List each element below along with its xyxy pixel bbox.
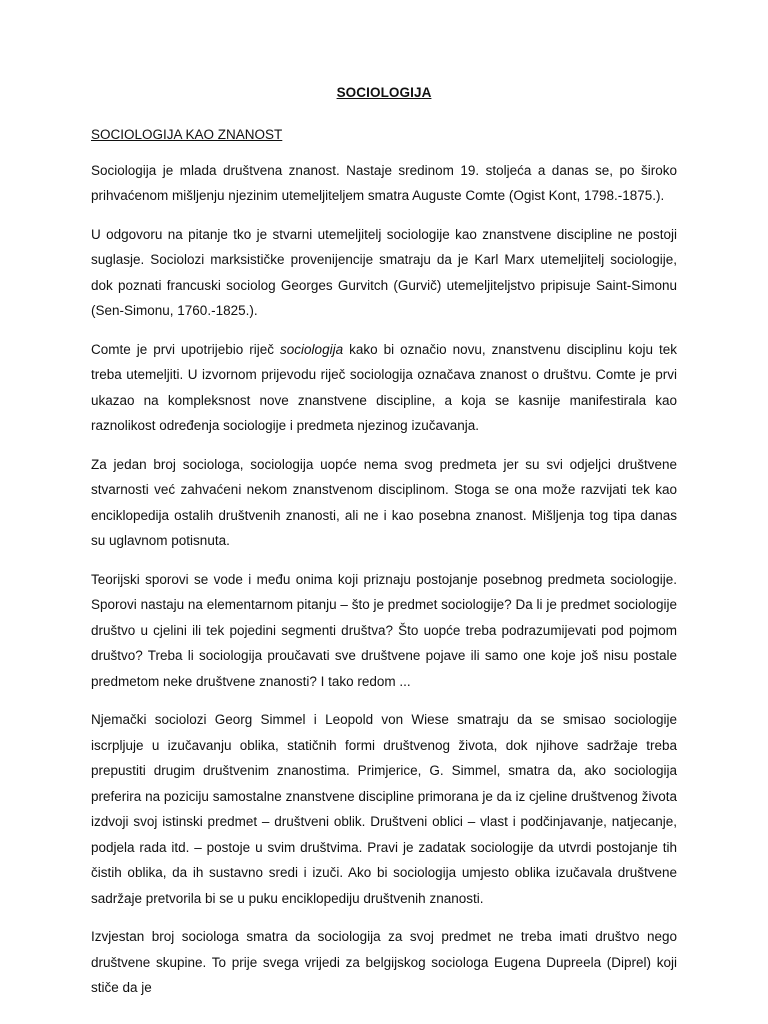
paragraph <box>91 924 677 1001</box>
paragraph <box>91 222 677 324</box>
paragraph-text: Sociologija je mlada društvena znanost. Nastaje sredinom 19. stoljeća a danas se, po široko prihvaćenom mišljenju njezinim utemeljiteljem smatra Auguste Comte (Ogist Kont, 1798.-1875.). <box>91 162 677 203</box>
paragraph <box>91 337 677 439</box>
paragraph-text: Comte je prvi upotrijebio riječ <box>91 341 281 357</box>
italic-text: sociologija <box>280 341 344 357</box>
paragraph-text: Za jedan broj sociologa, sociologija uopće nema svog predmeta jer su svi odjeljci društvene stvarnosti već zahvaćeni nekom znanstvenom disciplinom. Stoga se ona može razvijati tek kao enciklopedija ostalih društvenih znanosti, ali ne i kao posebna znanost. Mišljenja tog tipa danas su uglavnom potisnuta. <box>91 456 677 548</box>
paragraph <box>91 452 677 554</box>
paragraph-text: U odgovoru na pitanje tko je stvarni utemeljitelj sociologije kao znanstvene discipline ne postoji suglasje. Sociolozi marksističke provenijencije smatraju da je Karl Marx utemeljitelj sociologije, dok poznati francuski sociolog Georges Gurvitch (Gurvič) utemeljiteljstvo pripisuje Saint-Simonu (Sen-Simonu, 1760.-1825.). <box>91 226 677 318</box>
document-title: SOCIOLOGIJA <box>336 85 432 100</box>
paragraph-text: Teorijski sporovi se vode i među onima koji priznaju postojanje posebnog predmeta sociologije. Sporovi nastaju na elementarnom pitanju – što je predmet sociologije? Da li je predmet sociologije društvo u cjelini ili tek pojedini segmenti društva? Što uopće treba podrazumijevati pod pojmom društvo? Treba li sociologija proučavati sve društvene pojave ili samo one koje još nisu postale predmetom neke društvene znanosti? I tako redom ... <box>91 571 677 689</box>
paragraph <box>91 158 677 209</box>
paragraph <box>91 707 677 911</box>
document-body <box>91 122 677 1014</box>
paragraph-text: kako bi označio novu, znanstvenu disciplinu koju tek treba utemeljiti. U izvornom prijevodu riječ sociologija označava znanost o društvu. Comte je prvi ukazao na kompleksnost nove znanstvene discipline, a koja se kasnije manifestirala kao raznolikost određenja sociologije i predmeta njezinog izučavanja. <box>91 341 677 433</box>
section-heading: SOCIOLOGIJA KAO ZNANOST <box>91 127 283 142</box>
paragraph-list <box>91 158 677 1001</box>
paragraph-text: Izvjestan broj sociologa smatra da sociologija za svoj predmet ne treba imati društvo nego društvene skupine. To prije svega vrijedi za belgijskog sociologa Eugena Dupreela (Diprel) koji stiče da je <box>91 929 677 995</box>
paragraph <box>91 567 677 695</box>
paragraph-text: Njemački sociolozi Georg Simmel i Leopold von Wiese smatraju da se smisao sociologije iscrpljuje u izučavanju oblika, statičnih formi društvenog života, dok njihove sadržaje treba prepustiti drugim društvenim znanostima. Primjerice, G. Simmel, smatra da, ako sociologija preferira na poziciju samostalne znanstvene discipline primorana je da iz cjeline društvenog života izdvoji svoj istinski predmet – društveni oblik. Društveni oblici – vlast i podčinjavanje, natjecanje, podjela rada itd. – postoje u svim društvima. Pravi je zadatak sociologije da utvrdi postojanje tih čistih oblika, da ih sustavno sredi i izuči. Ako bi sociologija umjesto oblika izučavala društvene sadržaje pretvorila bi se u puku enciklopediju društvenih znanosti. <box>91 712 677 906</box>
